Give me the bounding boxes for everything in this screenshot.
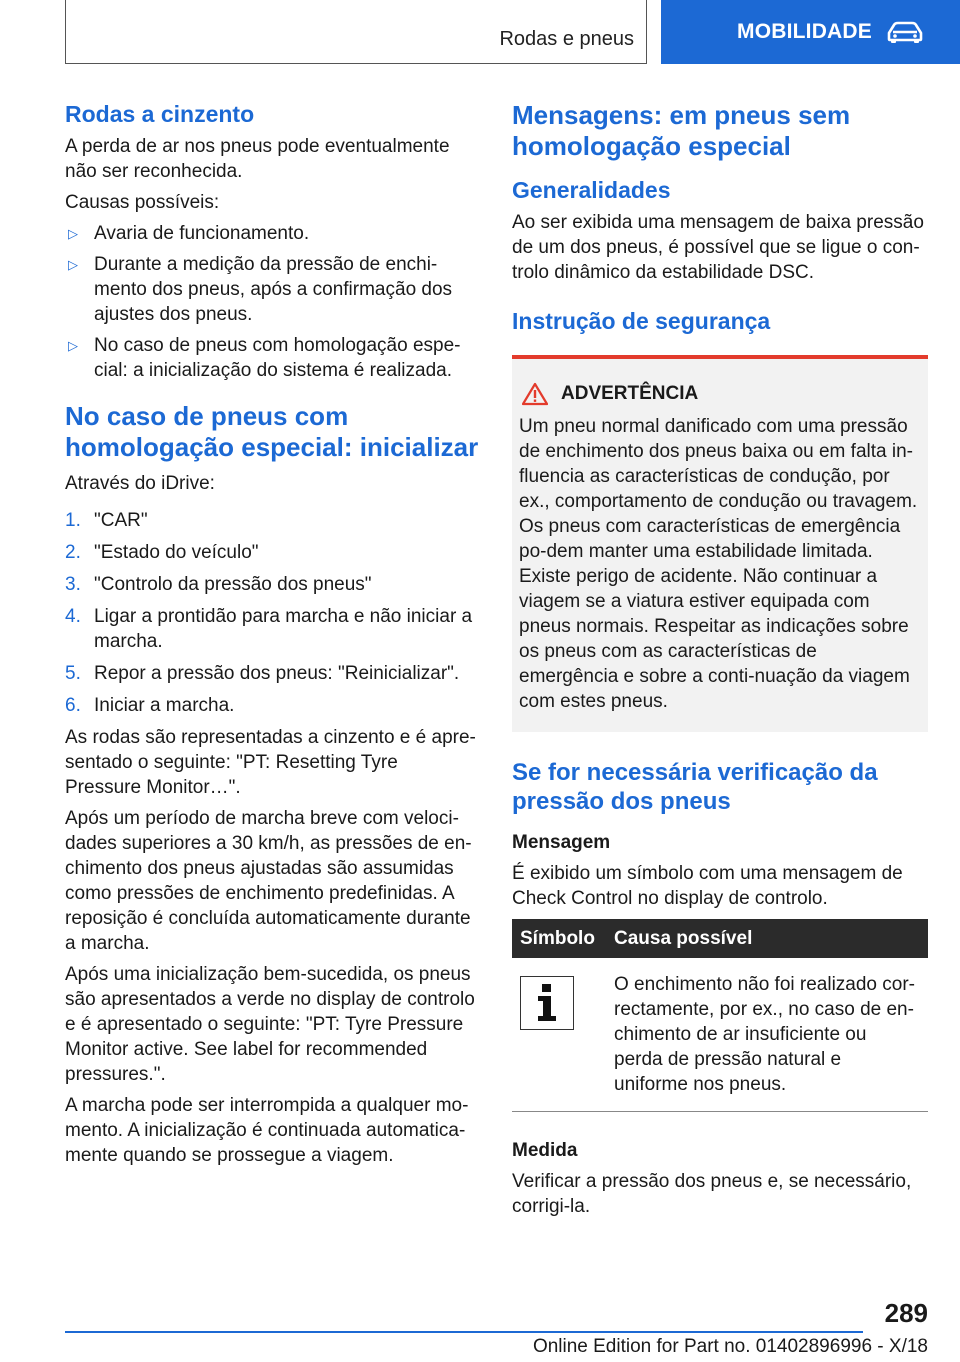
symbol-table [512,919,928,1112]
paragraph-message: É exibido um símbolo com uma mensagem de Check Control no display de controlo. [512,863,903,909]
table-header-cause: Causa possível [606,919,928,958]
step-item: 4. Ligar a prontidão para marcha e não iniciar a marcha. [65,606,473,652]
paragraph-causes: Causas possíveis: [65,192,220,213]
step-item: 6. Iniciar a marcha. [65,695,235,716]
list-item: ▷ Avaria de funcionamento. [68,223,310,244]
paragraph-drive-speed: Após um período de marcha breve com veloci-dades superiores a 30 km/h, as pressões de en-chimento dos pneus ajustadas são assumidas como pressões de enchimento predefinidas. A reposição é concluída automaticamente durante a marcha. [65,808,472,954]
footer-divider [65,1331,863,1333]
step-item: 1. "CAR" [65,510,148,531]
warning-box [512,355,928,732]
list-item: ▷ No caso de pneus com homologação espe-cial: a inicialização do sistema é realizada. [68,335,461,381]
section-title: Rodas e pneus [499,28,634,50]
left-column [65,100,479,1168]
list-item: ▷ Durante a medição da pressão de enchi-mento dos pneus, após a confirmação dos ajustes dos pneus. [68,254,453,325]
heading-check-pressure: Se for necessária verificação da pressão dos pneus [512,759,878,815]
footer-edition: Online Edition for Part no. 01402896996 - X/18 [532,1336,928,1357]
bullet-triangle-icon: ▷ [68,226,78,241]
car-icon [886,20,924,44]
bullet-triangle-icon: ▷ [68,338,78,353]
heading-initialize: No caso de pneus com homologação especial: inicializar [65,401,479,462]
chapter-label: MOBILIDADE [737,20,872,43]
paragraph-general: Ao ser exibida uma mensagem de baixa pressão de um dos pneus, é possível que se ligue o con-trolo dinâmico da estabilidade DSC. [512,212,924,283]
step-item: 2. "Estado do veículo" [65,542,259,563]
heading-message: Mensagem [512,832,611,853]
bullet-triangle-icon: ▷ [68,257,78,272]
page-number: 289 [884,1298,928,1328]
warning-title: ADVERTÊNCIA [519,381,921,406]
paragraph-init-success: Após uma inicialização bem-sucedida, os pneus são apresentados a verde no display de controlo e é apresentado o seguinte: "PT: Tyre Pressure Monitor active. See label for recommended pressures.". [65,964,475,1085]
paragraph-grey-wheels: A perda de ar nos pneus pode eventualmente não ser reconhecida. [65,136,450,182]
table-row [512,958,928,1112]
paragraph-idrive: Através do iDrive: [65,473,215,494]
paragraph-interrupt: A marcha pode ser interrompida a qualquer mo-mento. A inicialização é continuada automatica-mente quando se prossegue a viagem. [65,1095,469,1166]
heading-messages: Mensagens: em pneus sem homologação especial [512,100,851,161]
chapter-tab[interactable] [661,0,960,64]
info-icon [520,976,574,1030]
right-column [512,100,928,1219]
heading-safety: Instrução de segurança [512,308,771,334]
warning-triangle-icon [522,382,548,406]
table-header-symbol: Símbolo [512,919,606,958]
heading-general: Generalidades [512,177,671,203]
paragraph-measure: Verificar a pressão dos pneus e, se necessário, corrigi-la. [512,1171,912,1217]
heading-grey-wheels: Rodas a cinzento [65,101,255,127]
warning-text: Um pneu normal danificado com uma pressão de enchimento dos pneus baixa ou em falta in-fluencia as características de condução, por ex., comportamento de condução ou travagem. Os pneus com características de emergência po-dem manter uma estabilidade limitada. Existe perigo de acidente. Não continuar a viagem se a viatura estiver equipada com pneus normais. Respeitar as indicações sobre os pneus com as características de emergência e sobre a conti-nuação da viagem com estes pneus. [519,416,918,712]
step-item: 5. Repor a pressão dos pneus: "Reinicializar". [65,663,460,684]
paragraph-grey-display: As rodas são representadas a cinzento e é apre-sentado o seguinte: "PT: Resetting Tyre Pressure Monitor…". [65,727,476,798]
step-item: 3. "Controlo da pressão dos pneus" [65,574,372,595]
table-cell-cause: O enchimento não foi realizado cor-rectamente, por ex., no caso de en-chimento de ar insuficiente ou perda de pressão natural e uniforme nos pneus. [606,958,928,1112]
heading-measure: Medida [512,1140,578,1161]
